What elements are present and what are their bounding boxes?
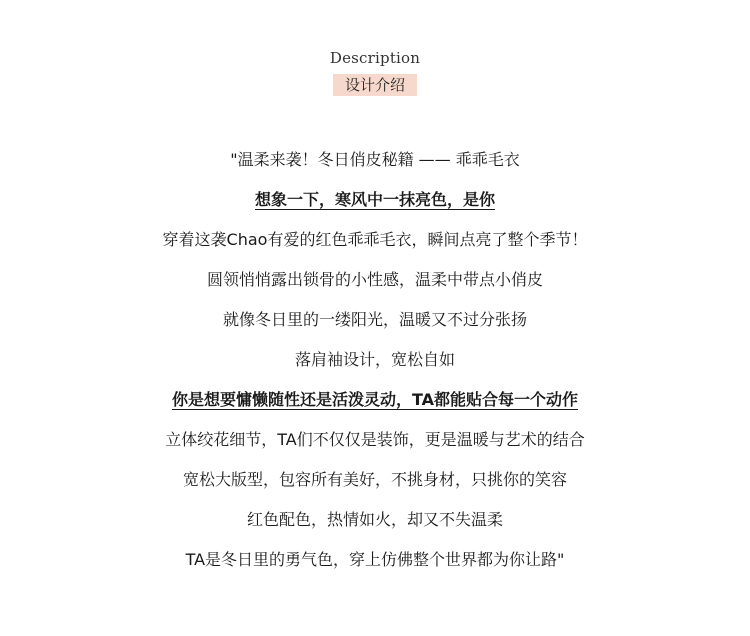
description-line-text: 红色配色，热情如火，却又不失温柔	[246, 510, 503, 529]
description-line-text: 你是想要慵懒随性还是活泼灵动，TA都能贴合每一个动作	[171, 390, 579, 409]
description-line-text: 就像冬日里的一缕阳光，温暖又不过分张扬	[222, 310, 527, 329]
description-line	[0, 187, 750, 227]
description-line-text: 立体绞花细节，TA们不仅仅是装饰，更是温暖与艺术的结合	[165, 430, 585, 449]
description-line	[0, 267, 750, 307]
description-line-text: 宽松大版型，包容所有美好，不挑身材，只挑你的笑容	[182, 470, 567, 489]
section-title: Description	[329, 49, 421, 67]
description-line	[0, 227, 750, 267]
description-line-text: 想象一下，寒风中一抹亮色，是你	[254, 190, 495, 209]
description-line-text: 圆领悄悄露出锁骨的小性感，温柔中带点小俏皮	[206, 270, 543, 289]
description-line	[0, 347, 750, 387]
section-subtitle: 设计介绍	[333, 74, 417, 96]
description-line-text: TA是冬日里的勇气色，穿上仿佛整个世界都为你让路"	[185, 550, 565, 569]
description-line-text: 落肩袖设计，宽松自如	[294, 350, 455, 369]
section-subtitle-wrap	[0, 74, 750, 96]
description-line	[0, 547, 750, 587]
description-line	[0, 467, 750, 507]
description-line	[0, 507, 750, 547]
description-line	[0, 147, 750, 187]
description-line-text: 穿着这袭Chao有爱的红色乖乖毛衣，瞬间点亮了整个季节！	[162, 230, 588, 249]
description-line-text: "温柔来袭！冬日俏皮秘籍 —— 乖乖毛衣	[230, 150, 520, 169]
description-body	[0, 147, 750, 587]
description-line	[0, 427, 750, 467]
description-line	[0, 307, 750, 347]
description-line	[0, 387, 750, 427]
